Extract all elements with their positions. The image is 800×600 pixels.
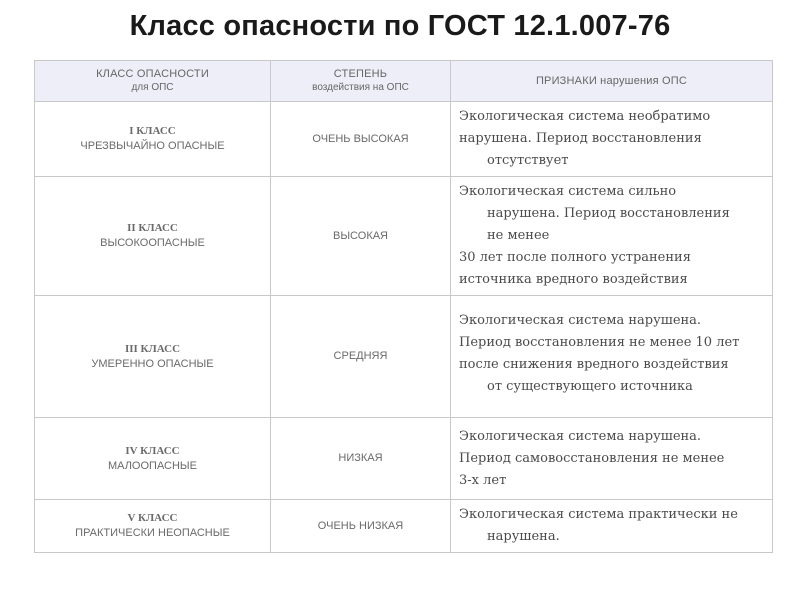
violation-signs-cell — [451, 296, 773, 418]
sign-line: Экологическая система нарушена. — [459, 429, 702, 444]
sign-line: Экологическая система необратимо — [459, 109, 711, 124]
class-number: II КЛАСС — [127, 222, 178, 234]
page-title: Класс опасности по ГОСТ 12.1.007-76 — [129, 10, 671, 42]
header-hazard-class-line2: для ОПС — [131, 82, 174, 93]
hazard-class-cell — [35, 177, 271, 296]
table-header-row — [35, 61, 773, 102]
table-row — [35, 500, 773, 553]
impact-degree-cell: СРЕДНЯЯ — [271, 296, 451, 418]
sign-line: Экологическая система нарушена. — [459, 313, 702, 328]
sign-line: источника вредного воздействия — [459, 272, 688, 287]
sign-line: не менее — [487, 228, 550, 243]
class-name: ВЫСОКООПАСНЫЕ — [100, 237, 205, 249]
hazard-class-cell — [35, 102, 271, 177]
sign-line: 30 лет после полного устранения — [459, 250, 691, 265]
table-row — [35, 177, 773, 296]
sign-line: после снижения вредного воздействия — [459, 357, 729, 372]
sign-line: нарушена. — [487, 529, 560, 544]
header-violation-signs-label: ПРИЗНАКИ нарушения ОПС — [535, 75, 688, 87]
class-number: III КЛАСС — [124, 342, 181, 355]
class-name: УМЕРЕННО ОПАСНЫЕ — [91, 357, 214, 370]
impact-degree-cell: ВЫСОКАЯ — [271, 177, 451, 296]
header-impact-degree-line2: воздействия на ОПС — [312, 82, 409, 93]
header-hazard-class — [35, 61, 271, 102]
sign-line: Экологическая система сильно — [459, 184, 677, 199]
sign-line: нарушена. Период восстановления — [459, 131, 702, 146]
hazard-class-table — [34, 60, 773, 553]
sign-line: Период самовосстановления не менее — [459, 451, 725, 466]
hazard-class-cell — [35, 418, 271, 500]
violation-signs-cell — [451, 102, 773, 177]
class-number: V КЛАСС — [127, 512, 178, 524]
impact-degree-cell: НИЗКАЯ — [271, 418, 451, 500]
table-row — [35, 296, 773, 418]
sign-line: Экологическая система практически не — [459, 507, 738, 522]
class-name: ПРАКТИЧЕСКИ НЕОПАСНЫЕ — [75, 527, 230, 539]
class-name: МАЛООПАСНЫЕ — [107, 459, 198, 472]
table-row — [35, 418, 773, 500]
class-number: IV КЛАСС — [125, 444, 180, 457]
hazard-class-cell — [35, 296, 271, 418]
sign-line: отсутствует — [487, 153, 569, 168]
class-number: I КЛАСС — [129, 125, 176, 137]
hazard-class-cell — [35, 500, 271, 553]
sign-line: нарушена. Период восстановления — [487, 206, 730, 221]
impact-degree-cell: ОЧЕНЬ ВЫСОКАЯ — [271, 102, 451, 177]
impact-degree-cell: ОЧЕНЬ НИЗКАЯ — [271, 500, 451, 553]
sign-line: от существующего источника — [487, 379, 693, 394]
violation-signs-cell — [451, 418, 773, 500]
table-row — [35, 102, 773, 177]
sign-line: Период восстановления не менее 10 лет — [459, 335, 740, 350]
class-name: ЧРЕЗВЫЧАЙНО ОПАСНЫЕ — [80, 140, 225, 152]
header-hazard-class-line1: КЛАСС ОПАСНОСТИ — [96, 68, 209, 80]
sign-line: 3-х лет — [459, 473, 507, 488]
violation-signs-cell — [451, 500, 773, 553]
header-violation-signs — [451, 61, 773, 102]
header-impact-degree-line1: СТЕПЕНЬ — [333, 68, 388, 80]
violation-signs-cell — [451, 177, 773, 296]
header-impact-degree — [271, 61, 451, 102]
